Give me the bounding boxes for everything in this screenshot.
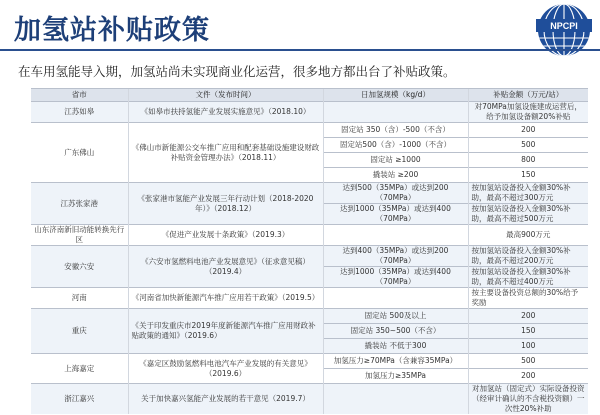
subsidy-cell: 500 xyxy=(468,354,588,369)
title-divider xyxy=(0,49,600,51)
subsidy-cell: 按主要设备投资总额的30%给予奖励 xyxy=(468,288,588,309)
province-cell: 江苏张家港 xyxy=(31,183,128,225)
subsidy-policy-table xyxy=(31,88,588,414)
province-cell: 重庆 xyxy=(31,309,128,354)
subsidy-cell: 100 xyxy=(468,339,588,354)
page-subtitle: 在车用氢能导入期，加氢站尚未实现商业化运营，很多地方都出台了补贴政策。 xyxy=(18,64,456,79)
table-row xyxy=(31,123,588,138)
table-row xyxy=(31,183,588,204)
scale-cell: 固定站 ≥1000 xyxy=(323,153,468,168)
table-row xyxy=(31,309,588,324)
document-cell: 《如皋市扶持氢能产业发展实施意见》（2018.10） xyxy=(128,102,323,123)
document-cell: 《张家港市氢能产业发展三年行动计划（2018-2020年）》（2018.12） xyxy=(128,183,323,225)
scale-cell: 固定站 350（含）-500（不含） xyxy=(323,123,468,138)
header-daily-scale: 日加氢规模（kg/d） xyxy=(323,89,468,102)
subsidy-cell: 最高900万元 xyxy=(468,225,588,246)
header-province: 省市 xyxy=(31,89,128,102)
subsidy-cell: 对70MPa加氢设施建成运营后，给予加氢设备额20%补贴 xyxy=(468,102,588,123)
subsidy-cell: 200 xyxy=(468,369,588,384)
province-cell: 广东佛山 xyxy=(31,123,128,183)
province-cell: 上海嘉定 xyxy=(31,354,128,384)
subsidy-cell: 200 xyxy=(468,309,588,324)
subsidy-cell: 150 xyxy=(468,324,588,339)
table-row xyxy=(31,102,588,123)
document-cell: 《六安市氢燃料电池产业发展意见》（征求意见稿）（2019.4） xyxy=(128,246,323,288)
table-header-row xyxy=(31,89,588,102)
document-cell: 《河南省加快新能源汽车推广应用若干政策》（2019.5） xyxy=(128,288,323,309)
subsidy-cell: 按加氢站设备投入金额30%补助，最高不超过200万元 xyxy=(468,246,588,267)
scale-cell xyxy=(323,225,468,246)
subsidy-cell: 按加氢站设备投入金额30%补助，最高不超过300万元 xyxy=(468,183,588,204)
scale-cell xyxy=(323,384,468,415)
province-cell: 浙江嘉兴 xyxy=(31,384,128,415)
document-cell: 《嘉定区鼓励氢燃料电池汽车产业发展的有关意见》（2019.6） xyxy=(128,354,323,384)
scale-cell: 撬装站 ≥200 xyxy=(323,168,468,183)
scale-cell: 加氢压力≥35MPa xyxy=(323,369,468,384)
subsidy-cell: 按加氢站设备投入金额30%补助，最高不超过500万元 xyxy=(468,204,588,225)
subsidy-cell: 150 xyxy=(468,168,588,183)
subsidy-cell: 500 xyxy=(468,138,588,153)
page-title: 加氢站补贴政策 xyxy=(14,15,210,46)
document-cell: 《关于印发重庆市2019年度新能源汽车推广应用财政补贴政策的通知》（2019.6） xyxy=(128,309,323,354)
scale-cell: 达到1000（35MPa）或达到400（70MPa） xyxy=(323,204,468,225)
subsidy-cell: 800 xyxy=(468,153,588,168)
svg-text:NPCPI: NPCPI xyxy=(550,21,578,31)
header-document: 文件（发布时间） xyxy=(128,89,323,102)
scale-cell: 达到500（35MPa）或达到200（70MPa） xyxy=(323,183,468,204)
scale-cell: 撬装站 不低于300 xyxy=(323,339,468,354)
scale-cell: 固定站500（含）-1000（不含） xyxy=(323,138,468,153)
subsidy-cell: 对加氢站（固定式）实际设备投资（经审计确认的不含税投资额）一次性20%补助 xyxy=(468,384,588,415)
table-row xyxy=(31,384,588,415)
document-cell: 《促进产业发展十条政策》（2019.3） xyxy=(128,225,323,246)
table-row xyxy=(31,354,588,369)
document-cell: 《佛山市新能源公交车推广应用和配套基础设施建设财政补贴资金管理办法》（2018.11） xyxy=(128,123,323,183)
scale-cell: 加氢压力≥70MPa（含兼容35MPa） xyxy=(323,354,468,369)
province-cell: 山东济南新旧动能转换先行区 xyxy=(31,225,128,246)
scale-cell: 达到1000（35MPa）或达到400（70MPa） xyxy=(323,267,468,288)
scale-cell xyxy=(323,288,468,309)
scale-cell xyxy=(323,102,468,123)
subsidy-cell: 200 xyxy=(468,123,588,138)
subsidy-cell: 按加氢站设备投入金额30%补助，最高不超过400万元 xyxy=(468,267,588,288)
province-cell: 江苏如皋 xyxy=(31,102,128,123)
scale-cell: 固定站 350~500（不含） xyxy=(323,324,468,339)
table-row xyxy=(31,225,588,246)
scale-cell: 达到400（35MPa）或达到200（70MPa） xyxy=(323,246,468,267)
table-row xyxy=(31,288,588,309)
province-cell: 河南 xyxy=(31,288,128,309)
province-cell: 安徽六安 xyxy=(31,246,128,288)
header-subsidy: 补贴金额（万元/站） xyxy=(468,89,588,102)
document-cell: 关于加快嘉兴氢能产业发展的若干意见（2019.7） xyxy=(128,384,323,415)
scale-cell: 固定站 500及以上 xyxy=(323,309,468,324)
table-row xyxy=(31,246,588,267)
